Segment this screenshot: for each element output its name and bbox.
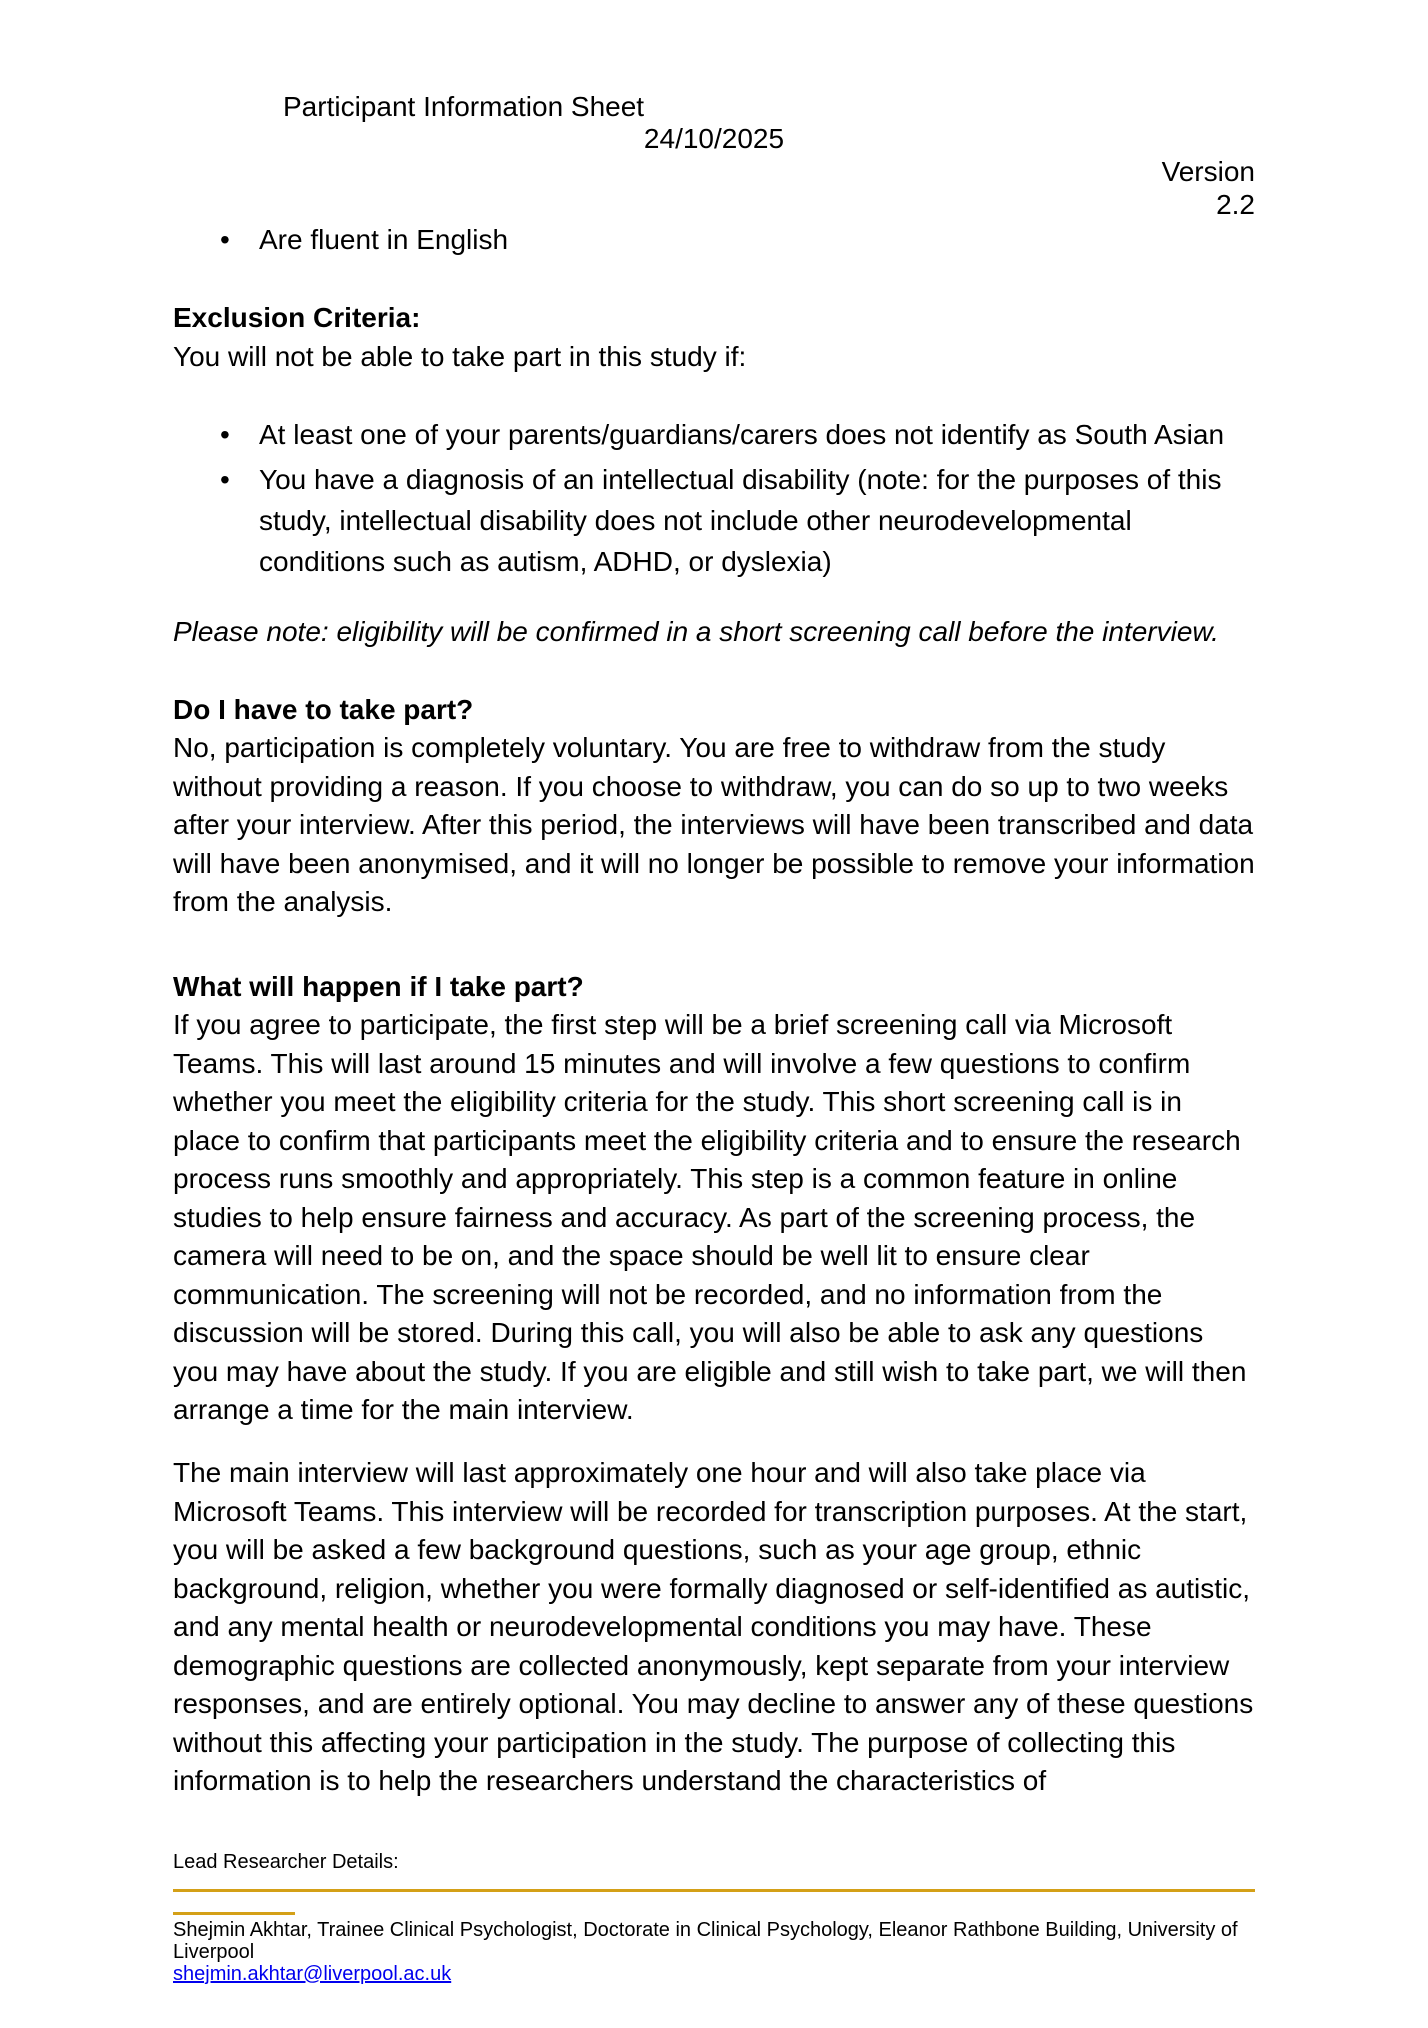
version-label: Version (1161, 156, 1255, 187)
researcher-email (173, 1963, 1255, 1985)
exclusion-intro: You will not be able to take part in this study if: (173, 341, 747, 372)
document-date: 24/10/2025 (643, 123, 785, 154)
document-title: Participant Information Sheet (283, 91, 645, 122)
bullet-icon: • (220, 224, 230, 255)
footer-rule-full (173, 1889, 1255, 1892)
eligibility-note: Please note: eligibility will be confirmed in a short screening call before the interview. (173, 616, 1219, 647)
section-paragraph: If you agree to participate, the first step will be a brief screening call via Microsoft Teams. This will last around 15 minutes and will involve a few questions to confirm whether you meet the eligibility criteria for the study. This short screening call is in place to confirm that participants meet the eligibility criteria and to ensure the research process runs smoothly and appropriately. This step is a common feature in online studies to help ensure fairness and accuracy. As part of the screening process, the camera will need to be on, and the space should be well lit to ensure clear communication. The screening will not be recorded, and no information from the discussion will be stored. During this call, you will also be able to ask any questions you may have about the study. If you are eligible and still wish to take part, we will then arrange a time for the main interview. (173, 1009, 1247, 1425)
section-paragraph: No, participation is completely voluntary. You are free to withdraw from the study without providing a reason. If you choose to withdraw, you can do so up to two weeks after your interview. After this period, the interviews will have been transcribed and data will have been anonymised, and it will no longer be possible to remove your information from the analysis. (173, 732, 1255, 917)
lead-researcher-label: Lead Researcher Details: (173, 1851, 399, 1873)
exclusion-bullet-text: At least one of your parents/guardians/carers does not identify as South Asian (259, 419, 1225, 450)
exclusion-bullet-item (173, 459, 1255, 582)
email-link[interactable]: shejmin.akhtar@liverpool.ac.uk (173, 1963, 452, 1985)
exclusion-heading: Exclusion Criteria: (173, 302, 421, 333)
researcher-details: Shejmin Akhtar, Trainee Clinical Psychologist, Doctorate in Clinical Psychology, Eleanor Rathbone Building, University of Liverpool (173, 1919, 1238, 1963)
bullet-icon: • (220, 464, 230, 495)
exclusion-bullet-text: You have a diagnosis of an intellectual disability (note: for the purposes of this study, intellectual disability does not include other neurodevelopmental conditions such as autism, ADHD, or dyslexia) (259, 464, 1222, 577)
section-heading-do-i-have-to-take-part: Do I have to take part? (173, 694, 474, 725)
version-block (1162, 155, 1255, 221)
version-number: 2.2 (1216, 189, 1255, 220)
exclusion-bullet-item (173, 414, 1255, 455)
footnote-separator-rule (173, 1912, 295, 1915)
bullet-icon: • (220, 419, 230, 450)
section-heading-what-will-happen: What will happen if I take part? (173, 971, 584, 1002)
inclusion-bullet-item (173, 221, 1255, 260)
inclusion-bullet-text: Are fluent in English (259, 224, 509, 255)
section-paragraph: The main interview will last approximately one hour and will also take place via Microsoft Teams. This interview will be recorded for transcription purposes. At the start, you will be asked a few background questions, such as your age group, ethnic background, religion, whether you were formally diagnosed or self-identified as autistic, and any mental health or neurodevelopmental conditions you may have. These demographic questions are collected anonymously, kept separate from your interview responses, and are entirely optional. You may decline to answer any of these questions without this affecting your participation in the study. The purpose of collecting this information is to help the researchers understand the characteristics of (173, 1457, 1254, 1796)
